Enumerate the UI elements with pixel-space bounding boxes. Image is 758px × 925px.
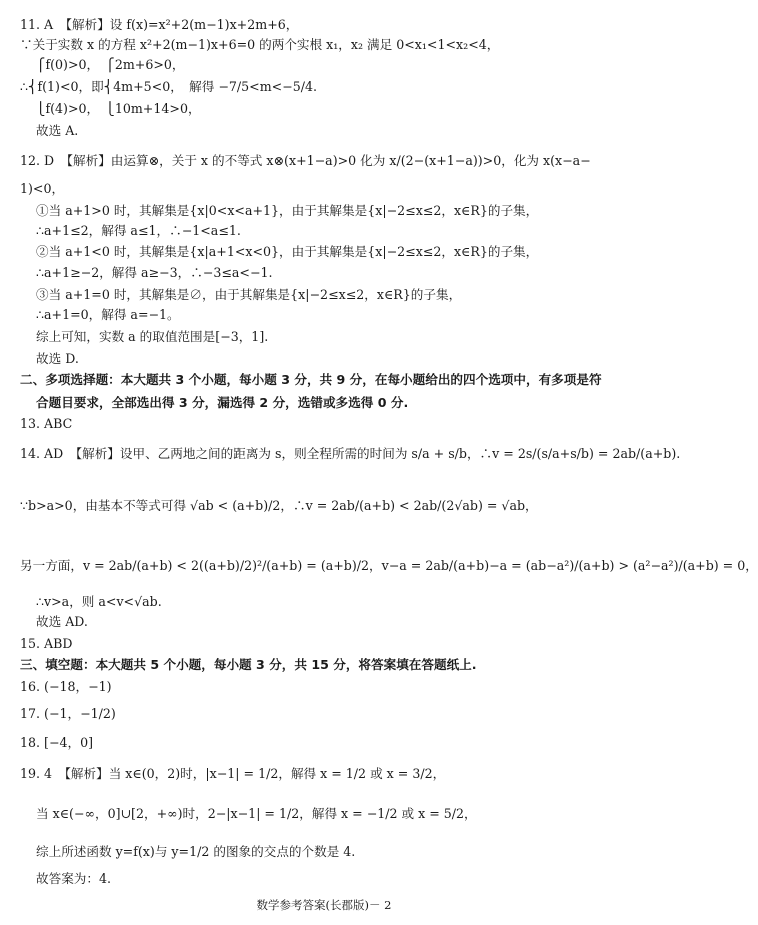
answer-line: ∴⎨f(1)<0，即⎨4m+5<0， 解得 −7/5<m<−5/4. (20, 79, 318, 94)
answer-line: 故选 A. (36, 123, 79, 138)
answer-line: ∴a+1≥−2，解得 a≥−3，∴−3≤a<−1. (36, 265, 273, 280)
answer-line: 13. ABC (20, 416, 73, 431)
answer-line: 12. D 【解析】由运算⊗，关于 x 的不等式 x⊗(x+1−a)>0 化为 x/(2−(x+1−a))>0，化为 x(x−a− (20, 153, 591, 168)
answer-line: ∵关于实数 x 的方程 x²+2(m−1)x+6=0 的两个实根 x₁，x₂ 满足 0<x₁<1<x₂<4， (20, 37, 500, 52)
answer-line: 17. (−1，−1/2) (20, 706, 116, 721)
answer-line: 综上所述函数 y=f(x)与 y=1/2 的图象的交点的个数是 4. (36, 844, 356, 859)
answer-line: 16. (−18，−1) (20, 679, 112, 694)
answer-line: ∴v>a，则 a<v<√ab. (36, 594, 162, 609)
answer-line: 当 x∈(−∞，0]∪[2，+∞)时，2−|x−1| = 1/2，解得 x = −1/2 或 x = 5/2， (36, 806, 477, 821)
answer-line: ⎧f(0)>0， ⎧2m+6>0， (36, 57, 185, 72)
answer-line: 1)<0， (20, 181, 65, 196)
answer-line: 故选 D. (36, 351, 79, 366)
answer-line: ∴a+1=0，解得 a=−1。 (36, 307, 180, 322)
answer-line: ∵b>a>0，由基本不等式可得 √ab < (a+b)/2，∴v = 2ab/(a+b) < 2ab/(2√ab) = √ab， (20, 498, 538, 513)
answer-line: ②当 a+1<0 时，其解集是{x|a+1<x<0}，由于其解集是{x|−2≤x≤2，x∈R}的子集， (36, 244, 539, 259)
answer-line: 15. ABD (20, 636, 73, 651)
section-heading: 二、多项选择题：本大题共 3 个小题，每小题 3 分，共 9 分，在每小题给出的四个选项中，有多项是符 (20, 372, 602, 387)
answer-line: 18. [−4，0] (20, 735, 94, 750)
answer-line: 故选 AD. (36, 614, 88, 629)
section-heading: 三、填空题：本大题共 5 个小题，每小题 3 分，共 15 分，将答案填在答题纸上. (20, 657, 477, 672)
answer-line: 综上可知，实数 a 的取值范围是[−3，1]. (36, 329, 269, 344)
answer-line: ⎩f(4)>0， ⎩10m+14>0， (36, 101, 201, 116)
section-heading: 合题目要求，全部选出得 3 分，漏选得 2 分，选错或多选得 0 分. (36, 395, 409, 410)
answer-line: 19. 4 【解析】当 x∈(0，2)时，|x−1| = 1/2，解得 x = 1/2 或 x = 3/2， (20, 766, 446, 781)
answer-line: 故答案为：4. (36, 871, 111, 886)
page-footer: 数学参考答案(长郡版)－ 2 (256, 898, 392, 912)
answer-line: 14. AD 【解析】设甲、乙两地之间的距离为 s，则全程所需的时间为 s/a + s/b，∴v = 2s/(s/a+s/b) = 2ab/(a+b). (20, 446, 681, 461)
answer-line: 另一方面，v = 2ab/(a+b) < 2((a+b)/2)²/(a+b) = (a+b)/2，v−a = 2ab/(a+b)−a = (ab−a²)/(a+b) > (a²−a²)/(a+b) = 0， (20, 558, 758, 573)
answer-line: 11. A 【解析】设 f(x)=x²+2(m−1)x+2m+6， (20, 17, 299, 32)
answer-line: ∴a+1≤2，解得 a≤1，∴−1<a≤1. (36, 223, 241, 238)
answer-line: ③当 a+1=0 时，其解集是∅，由于其解集是{x|−2≤x≤2，x∈R}的子集， (36, 287, 462, 302)
answer-line: ①当 a+1>0 时，其解集是{x|0<x<a+1}，由于其解集是{x|−2≤x≤2，x∈R}的子集， (36, 203, 539, 218)
